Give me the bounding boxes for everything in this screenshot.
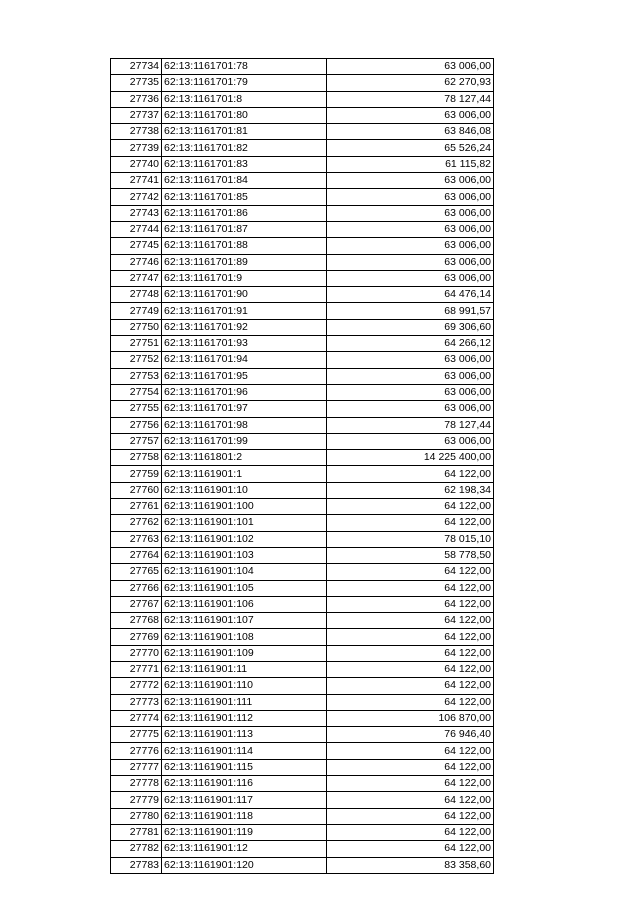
row-number-cell: 27781: [111, 824, 162, 840]
cadastral-value-cell: 64 122,00: [327, 466, 494, 482]
table-row: [111, 401, 494, 417]
cadastral-number-cell: 62:13:1161901:117: [162, 792, 327, 808]
row-number-cell: 27782: [111, 841, 162, 857]
cadastral-value-cell: 64 122,00: [327, 629, 494, 645]
table-row: [111, 661, 494, 677]
table-row: [111, 319, 494, 335]
cadastral-number-cell: 62:13:1161701:85: [162, 189, 327, 205]
cadastral-value-cell: 64 122,00: [327, 678, 494, 694]
table-row: [111, 743, 494, 759]
cadastral-value-cell: 64 122,00: [327, 661, 494, 677]
cadastral-number-cell: 62:13:1161701:80: [162, 107, 327, 123]
table-row: [111, 173, 494, 189]
row-number-cell: 27734: [111, 59, 162, 75]
row-number-cell: 27737: [111, 107, 162, 123]
table-row: [111, 466, 494, 482]
cadastral-number-cell: 62:13:1161901:10: [162, 482, 327, 498]
cadastral-number-cell: 62:13:1161901:101: [162, 515, 327, 531]
cadastral-value-cell: 65 526,24: [327, 140, 494, 156]
cadastral-value-cell: 63 006,00: [327, 189, 494, 205]
cadastral-number-cell: 62:13:1161901:112: [162, 710, 327, 726]
cadastral-number-cell: 62:13:1161701:94: [162, 352, 327, 368]
row-number-cell: 27744: [111, 221, 162, 237]
cadastral-number-cell: 62:13:1161701:81: [162, 124, 327, 140]
cadastral-number-cell: 62:13:1161701:88: [162, 238, 327, 254]
cadastral-number-cell: 62:13:1161901:103: [162, 547, 327, 563]
cadastral-value-cell: 63 006,00: [327, 270, 494, 286]
cadastral-value-cell: 64 122,00: [327, 694, 494, 710]
row-number-cell: 27738: [111, 124, 162, 140]
table-row: [111, 140, 494, 156]
table-row: [111, 482, 494, 498]
cadastral-value-cell: 63 006,00: [327, 433, 494, 449]
row-number-cell: 27770: [111, 645, 162, 661]
cadastral-value-cell: 78 015,10: [327, 531, 494, 547]
cadastral-value-cell: 63 006,00: [327, 401, 494, 417]
table-row: [111, 678, 494, 694]
row-number-cell: 27783: [111, 857, 162, 873]
table-row: [111, 205, 494, 221]
cadastral-number-cell: 62:13:1161701:98: [162, 417, 327, 433]
cadastral-value-cell: 63 006,00: [327, 59, 494, 75]
cadastral-value-cell: 64 122,00: [327, 580, 494, 596]
cadastral-value-cell: 14 225 400,00: [327, 450, 494, 466]
row-number-cell: 27757: [111, 433, 162, 449]
cadastral-number-cell: 62:13:1161901:104: [162, 564, 327, 580]
cadastral-number-cell: 62:13:1161901:114: [162, 743, 327, 759]
row-number-cell: 27736: [111, 91, 162, 107]
row-number-cell: 27750: [111, 319, 162, 335]
cadastral-number-cell: 62:13:1161901:106: [162, 596, 327, 612]
row-number-cell: 27777: [111, 759, 162, 775]
cadastral-value-cell: 64 122,00: [327, 743, 494, 759]
row-number-cell: 27773: [111, 694, 162, 710]
cadastral-number-cell: 62:13:1161701:82: [162, 140, 327, 156]
table-row: [111, 645, 494, 661]
cadastral-value-cell: 64 122,00: [327, 824, 494, 840]
row-number-cell: 27753: [111, 368, 162, 384]
cadastral-number-cell: 62:13:1161901:12: [162, 841, 327, 857]
cadastral-number-cell: 62:13:1161701:8: [162, 91, 327, 107]
cadastral-value-cell: 64 122,00: [327, 759, 494, 775]
cadastral-number-cell: 62:13:1161901:111: [162, 694, 327, 710]
row-number-cell: 27762: [111, 515, 162, 531]
table-row: [111, 547, 494, 563]
table-row: [111, 336, 494, 352]
row-number-cell: 27776: [111, 743, 162, 759]
cadastral-number-cell: 62:13:1161901:11: [162, 661, 327, 677]
cadastral-value-cell: 58 778,50: [327, 547, 494, 563]
cadastral-value-cell: 64 122,00: [327, 792, 494, 808]
cadastral-value-cell: 76 946,40: [327, 727, 494, 743]
table-row: [111, 564, 494, 580]
table-row: [111, 107, 494, 123]
cadastral-value-cell: 68 991,57: [327, 303, 494, 319]
row-number-cell: 27774: [111, 710, 162, 726]
row-number-cell: 27780: [111, 808, 162, 824]
table-row: [111, 254, 494, 270]
cadastral-number-cell: 62:13:1161701:90: [162, 287, 327, 303]
cadastral-value-cell: 63 006,00: [327, 254, 494, 270]
cadastral-number-cell: 62:13:1161901:119: [162, 824, 327, 840]
table-row: [111, 759, 494, 775]
cadastral-number-cell: 62:13:1161701:83: [162, 156, 327, 172]
cadastral-value-cell: 63 006,00: [327, 107, 494, 123]
table-row: [111, 287, 494, 303]
cadastral-number-cell: 62:13:1161901:115: [162, 759, 327, 775]
row-number-cell: 27743: [111, 205, 162, 221]
row-number-cell: 27751: [111, 336, 162, 352]
cadastral-value-cell: 63 006,00: [327, 238, 494, 254]
cadastral-value-cell: 64 476,14: [327, 287, 494, 303]
cadastral-value-cell: 63 006,00: [327, 352, 494, 368]
table-row: [111, 238, 494, 254]
row-number-cell: 27763: [111, 531, 162, 547]
cadastral-number-cell: 62:13:1161901:100: [162, 499, 327, 515]
cadastral-number-cell: 62:13:1161901:120: [162, 857, 327, 873]
cadastral-number-cell: 62:13:1161701:99: [162, 433, 327, 449]
row-number-cell: 27749: [111, 303, 162, 319]
cadastral-value-cell: 64 122,00: [327, 564, 494, 580]
cadastral-value-cell: 64 122,00: [327, 499, 494, 515]
cadastral-value-cell: 63 006,00: [327, 384, 494, 400]
row-number-cell: 27766: [111, 580, 162, 596]
table-row: [111, 776, 494, 792]
table-row: [111, 368, 494, 384]
table-row: [111, 808, 494, 824]
table-row: [111, 124, 494, 140]
row-number-cell: 27769: [111, 629, 162, 645]
cadastral-number-cell: 62:13:1161901:108: [162, 629, 327, 645]
cadastral-value-cell: 106 870,00: [327, 710, 494, 726]
table-row: [111, 433, 494, 449]
table-row: [111, 727, 494, 743]
row-number-cell: 27748: [111, 287, 162, 303]
table-row: [111, 694, 494, 710]
row-number-cell: 27778: [111, 776, 162, 792]
table-row: [111, 156, 494, 172]
table-row: [111, 384, 494, 400]
cadastral-value-cell: 64 122,00: [327, 808, 494, 824]
cadastral-number-cell: 62:13:1161701:9: [162, 270, 327, 286]
cadastral-value-cell: 62 270,93: [327, 75, 494, 91]
row-number-cell: 27765: [111, 564, 162, 580]
cadastral-number-cell: 62:13:1161901:105: [162, 580, 327, 596]
row-number-cell: 27752: [111, 352, 162, 368]
cadastral-number-cell: 62:13:1161901:102: [162, 531, 327, 547]
cadastral-number-cell: 62:13:1161901:1: [162, 466, 327, 482]
table-row: [111, 857, 494, 873]
table-row: [111, 352, 494, 368]
row-number-cell: 27747: [111, 270, 162, 286]
cadastral-value-cell: 64 122,00: [327, 613, 494, 629]
table-row: [111, 824, 494, 840]
table-row: [111, 613, 494, 629]
row-number-cell: 27741: [111, 173, 162, 189]
cadastral-number-cell: 62:13:1161901:118: [162, 808, 327, 824]
cadastral-number-cell: 62:13:1161701:84: [162, 173, 327, 189]
table-row: [111, 596, 494, 612]
row-number-cell: 27772: [111, 678, 162, 694]
table-row: [111, 59, 494, 75]
cadastral-number-cell: 62:13:1161901:110: [162, 678, 327, 694]
cadastral-number-cell: 62:13:1161901:113: [162, 727, 327, 743]
cadastral-value-cell: 63 006,00: [327, 368, 494, 384]
table-row: [111, 417, 494, 433]
row-number-cell: 27759: [111, 466, 162, 482]
cadastral-number-cell: 62:13:1161701:87: [162, 221, 327, 237]
table-row: [111, 303, 494, 319]
table-row: [111, 515, 494, 531]
cadastral-number-cell: 62:13:1161701:86: [162, 205, 327, 221]
table-row: [111, 221, 494, 237]
cadastral-number-cell: 62:13:1161801:2: [162, 450, 327, 466]
row-number-cell: 27740: [111, 156, 162, 172]
table-row: [111, 531, 494, 547]
cadastral-number-cell: 62:13:1161701:96: [162, 384, 327, 400]
table-body: [111, 59, 494, 874]
cadastral-number-cell: 62:13:1161701:97: [162, 401, 327, 417]
cadastral-number-cell: 62:13:1161701:79: [162, 75, 327, 91]
row-number-cell: 27758: [111, 450, 162, 466]
cadastral-value-cell: 64 266,12: [327, 336, 494, 352]
cadastral-value-table: [110, 58, 494, 874]
cadastral-number-cell: 62:13:1161701:92: [162, 319, 327, 335]
cadastral-number-cell: 62:13:1161701:93: [162, 336, 327, 352]
cadastral-value-cell: 63 006,00: [327, 221, 494, 237]
table-row: [111, 792, 494, 808]
table-row: [111, 710, 494, 726]
cadastral-number-cell: 62:13:1161701:91: [162, 303, 327, 319]
table-row: [111, 75, 494, 91]
cadastral-value-cell: 64 122,00: [327, 776, 494, 792]
cadastral-value-cell: 61 115,82: [327, 156, 494, 172]
row-number-cell: 27768: [111, 613, 162, 629]
cadastral-value-cell: 63 846,08: [327, 124, 494, 140]
row-number-cell: 27767: [111, 596, 162, 612]
row-number-cell: 27742: [111, 189, 162, 205]
cadastral-number-cell: 62:13:1161701:95: [162, 368, 327, 384]
cadastral-value-cell: 64 122,00: [327, 596, 494, 612]
row-number-cell: 27746: [111, 254, 162, 270]
cadastral-value-cell: 83 358,60: [327, 857, 494, 873]
cadastral-number-cell: 62:13:1161901:109: [162, 645, 327, 661]
row-number-cell: 27771: [111, 661, 162, 677]
row-number-cell: 27764: [111, 547, 162, 563]
cadastral-number-cell: 62:13:1161701:89: [162, 254, 327, 270]
table-row: [111, 841, 494, 857]
row-number-cell: 27760: [111, 482, 162, 498]
row-number-cell: 27779: [111, 792, 162, 808]
cadastral-number-cell: 62:13:1161701:78: [162, 59, 327, 75]
cadastral-number-cell: 62:13:1161901:107: [162, 613, 327, 629]
cadastral-value-cell: 62 198,34: [327, 482, 494, 498]
table-row: [111, 629, 494, 645]
cadastral-value-cell: 78 127,44: [327, 417, 494, 433]
cadastral-value-cell: 63 006,00: [327, 205, 494, 221]
row-number-cell: 27775: [111, 727, 162, 743]
cadastral-value-cell: 78 127,44: [327, 91, 494, 107]
row-number-cell: 27755: [111, 401, 162, 417]
table-row: [111, 450, 494, 466]
row-number-cell: 27745: [111, 238, 162, 254]
row-number-cell: 27761: [111, 499, 162, 515]
cadastral-value-cell: 64 122,00: [327, 515, 494, 531]
row-number-cell: 27756: [111, 417, 162, 433]
cadastral-value-cell: 63 006,00: [327, 173, 494, 189]
cadastral-number-cell: 62:13:1161901:116: [162, 776, 327, 792]
table-row: [111, 580, 494, 596]
row-number-cell: 27739: [111, 140, 162, 156]
cadastral-value-cell: 64 122,00: [327, 645, 494, 661]
cadastral-value-cell: 69 306,60: [327, 319, 494, 335]
table-row: [111, 189, 494, 205]
row-number-cell: 27735: [111, 75, 162, 91]
table-row: [111, 91, 494, 107]
row-number-cell: 27754: [111, 384, 162, 400]
cadastral-value-cell: 64 122,00: [327, 841, 494, 857]
table-row: [111, 499, 494, 515]
table-row: [111, 270, 494, 286]
